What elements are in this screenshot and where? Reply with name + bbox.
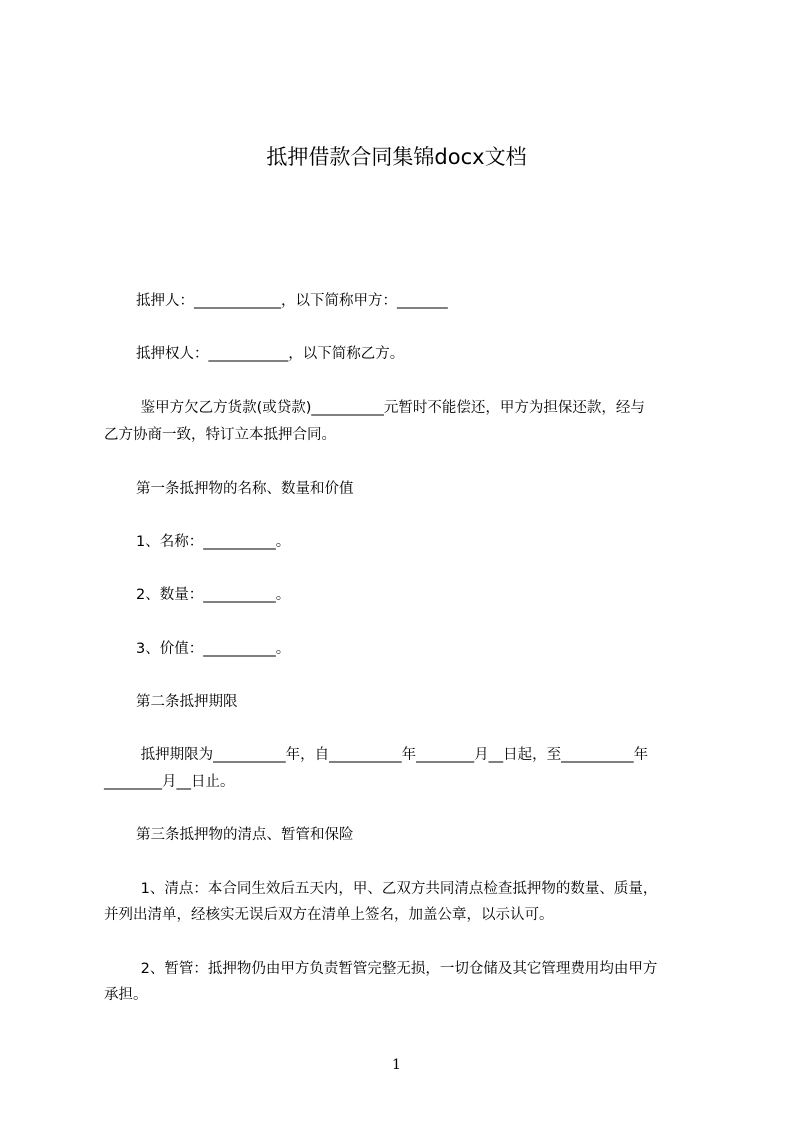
mortgagee-line: 抵押权人：___________，以下简称乙方。 <box>136 346 405 362</box>
term-line-2: ________月__日止。 <box>104 774 235 790</box>
inventory-clause-line-1: 1、清点：本合同生效后五天内，甲、乙双方共同清点检查抵押物的数量、质量， <box>136 881 658 897</box>
item-value-line: 3、价值：__________。 <box>136 641 291 657</box>
term-line-1: 抵押期限为__________年，自__________年________月__日起，至__________年 <box>136 747 649 763</box>
preamble-line-1: 鉴甲方欠乙方货款(或贷款)__________元暂时不能偿还，甲方为担保还款，经与 <box>136 400 645 416</box>
item-name-line: 1、名称：__________。 <box>136 534 291 550</box>
document-title: 抵押借款合同集锦docx文档 <box>266 145 527 169</box>
article-1-heading: 第一条抵押物的名称、数量和价值 <box>136 481 354 497</box>
custody-clause-line-1: 2、暂管：抵押物仍由甲方负责暂管完整无损，一切仓储及其它管理费用均由甲方 <box>136 961 658 977</box>
custody-clause-line-2: 承担。 <box>104 987 148 1003</box>
inventory-clause-line-2: 并列出清单，经核实无误后双方在清单上签名，加盖公章，以示认可。 <box>104 907 554 923</box>
mortgagor-line: 抵押人：____________，以下简称甲方：_______ <box>136 293 448 309</box>
page-number: 1 <box>392 1057 401 1073</box>
article-2-heading: 第二条抵押期限 <box>136 694 238 710</box>
preamble-line-2: 乙方协商一致，特订立本抵押合同。 <box>104 427 336 443</box>
article-3-heading: 第三条抵押物的清点、暂管和保险 <box>136 827 354 843</box>
item-quantity-line: 2、数量：__________。 <box>136 587 291 603</box>
